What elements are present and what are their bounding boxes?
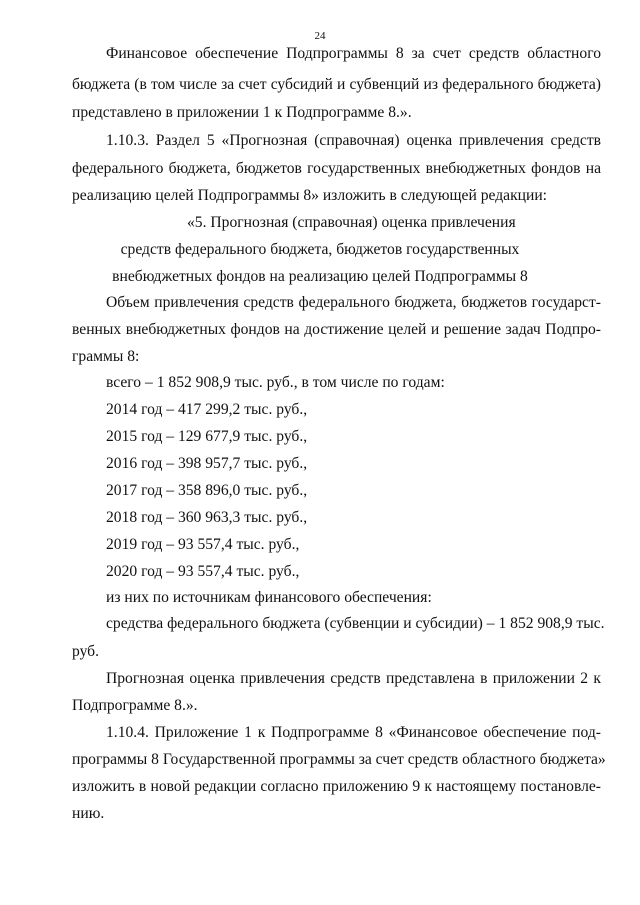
section-heading-line-2: средств федерального бюджета, бюджетов государственных: [120, 241, 520, 258]
page-number: 24: [314, 30, 326, 42]
section-heading-line-1: «5. Прогнозная (справочная) оценка привлечения: [187, 214, 516, 231]
funding-year-2016: 2016 год – 398 957,7 тыс. руб.,: [106, 455, 308, 472]
para2-line-1: 1.10.3. Раздел 5 «Прогнозная (справочная) оценка привлечения средств: [106, 132, 601, 149]
funding-total: всего – 1 852 908,9 тыс. руб., в том числе по годам:: [106, 374, 445, 391]
para5-line-3: изложить в новой редакции согласно приложению 9 к настоящему постановле-: [72, 778, 601, 795]
funding-year-2020: 2020 год – 93 557,4 тыс. руб.,: [106, 563, 300, 580]
funding-year-2017: 2017 год – 358 896,0 тыс. руб.,: [106, 482, 308, 499]
funding-sources-intro: из них по источникам финансового обеспечения:: [106, 589, 432, 606]
para5-line-2: программы 8 Государственной программы за счет средств областного бюджета»: [72, 751, 606, 768]
para5-line-1: 1.10.4. Приложение 1 к Подпрограмме 8 «Финансовое обеспечение под-: [106, 724, 601, 741]
funding-year-2014: 2014 год – 417 299,2 тыс. руб.,: [106, 401, 308, 418]
funding-year-2019: 2019 год – 93 557,4 тыс. руб.,: [106, 536, 300, 553]
para5-line-4: нию.: [72, 805, 105, 822]
para4-line-2: Подпрограмме 8.».: [72, 697, 198, 714]
funding-year-2018: 2018 год – 360 963,3 тыс. руб.,: [106, 509, 308, 526]
para3-line-1: Объем привлечения средств федерального бюджета, бюджетов государст-: [106, 294, 601, 311]
para1-line-1: Финансовое обеспечение Подпрограммы 8 за счет средств областного: [106, 45, 601, 62]
funding-year-2015: 2015 год – 129 677,9 тыс. руб.,: [106, 428, 308, 445]
funding-federal-line-2: руб.: [72, 643, 100, 660]
para1-line-2: бюджета (в том числе за счет субсидий и субвенций из федерального бюджета): [72, 76, 601, 93]
para4-line-1: Прогнозная оценка привлечения средств представлена в приложении 2 к: [106, 670, 601, 687]
para2-line-3: реализацию целей Подпрограммы 8» изложить в следующей редакции:: [72, 187, 548, 204]
para2-line-2: федерального бюджета, бюджетов государственных внебюджетных фондов на: [72, 160, 601, 177]
para3-line-3: граммы 8:: [72, 348, 140, 365]
para1-line-3: представлено в приложении 1 к Подпрограмме 8.».: [72, 104, 412, 121]
funding-federal-line-1: средства федерального бюджета (субвенции и субсидии) – 1 852 908,9 тыс.: [106, 615, 605, 632]
para3-line-2: венных внебюджетных фондов на достижение целей и решение задач Подпро-: [72, 321, 601, 338]
section-heading-line-3: внебюджетных фондов на реализацию целей Подпрограммы 8: [112, 268, 528, 285]
